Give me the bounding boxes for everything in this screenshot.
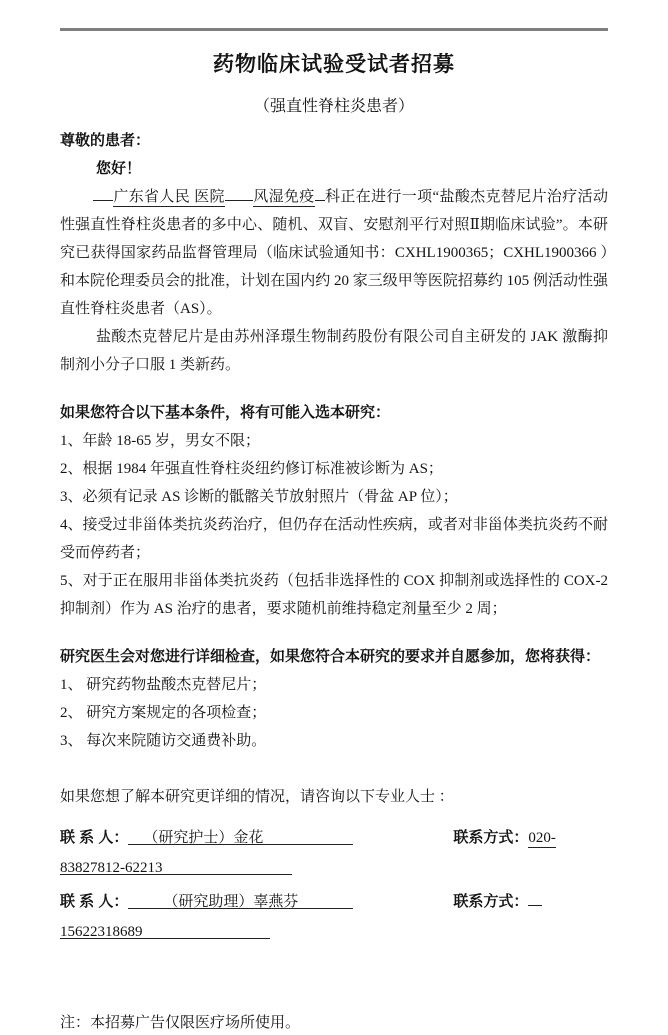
contact-phone-part2: 83827812-62213 (60, 853, 292, 875)
criteria-item: 1、年龄 18-65 岁，男女不限； (60, 433, 260, 449)
benefits-heading: 研究医生会对您进行详细检查，如果您符合本研究的要求并自愿参加，您将获得： (60, 648, 601, 665)
doc-title: 药物临床试验受试者招募 (213, 53, 455, 76)
contact-phone-part2: 15622318689 (60, 917, 270, 939)
intro-text: 科正在进行一项“盐酸杰克替尼片治疗活动性强直性脊柱炎患者的多中心、随机、双盲、安慰剂平行对照Ⅱ期临床试验”。本研究已获得国家药品监督管理局（临床试验通知书：CXHL1900365；CXHL1900366 ）和本院伦理委员会的批准，计划在国内约 20 家三级甲等医院招募约 105 例活动性强直性脊柱炎患者（AS）。 (60, 189, 608, 317)
criteria-item: 2、根据 1984 年强直性脊柱炎纽约修订标准被诊断为 AS； (60, 461, 443, 477)
contact-method-label: 联系方式： (453, 893, 529, 910)
contact-phone-row (60, 917, 608, 947)
contact-phone-part1: 020- (528, 830, 556, 846)
contact-label: 联 系 人： (60, 829, 129, 846)
consult-prompt: 如果您想了解本研究更详细的情况，请咨询以下专业人士 ： (60, 789, 454, 805)
drug-description: 盐酸杰克替尼片是由苏州泽璟生物制药股份有限公司自主研发的 JAK 激酶抑制剂小分子口服 1 类新药。 (60, 329, 608, 373)
criteria-item: 4、接受过非甾体类抗炎药治疗，但仍存在活动性疾病，或者对非甾体类抗炎药不耐受而停药者； (60, 517, 608, 561)
contact-name: （研究护士）金花 (128, 823, 353, 845)
underline-blank (225, 184, 253, 201)
benefit-item: 2、 研究方案规定的各项检查； (60, 705, 267, 721)
contact-phone-row (60, 853, 608, 883)
underline-blank (93, 184, 113, 201)
header-divider-rule (60, 28, 608, 31)
contact-name: （研究助理）辜燕芬 (128, 887, 353, 909)
criteria-item: 3、必须有记录 AS 诊断的骶髂关节放射照片（骨盆 AP 位）； (60, 489, 458, 505)
footer-note: 注：本招募广告仅限医疗场所使用。 (60, 1015, 301, 1031)
criteria-heading: 如果您符合以下基本条件，将有可能入选本研究： (60, 404, 391, 421)
greeting: 您好！ (96, 160, 142, 177)
hospital-name: 广东省人民 医院 (113, 189, 225, 205)
doc-subtitle: （强直性脊柱炎患者） (253, 98, 414, 115)
underline-blank (315, 184, 325, 201)
benefit-item: 1、 研究药物盐酸杰克替尼片； (60, 677, 267, 693)
criteria-item: 5、对于正在服用非甾体类抗炎药（包括非选择性的 COX 抑制剂或选择性的 COX-2 抑制剂）作为 AS 治疗的患者，要求随机前维持稳定剂量至少 2 周； (60, 573, 608, 617)
intro-paragraph (60, 183, 608, 323)
underline-blank (528, 889, 542, 906)
contact-row (60, 887, 608, 917)
department-name: 风湿免疫 (252, 189, 315, 205)
contact-method-label: 联系方式： (453, 829, 529, 846)
contact-label: 联 系 人： (60, 893, 129, 910)
salutation: 尊敬的患者： (60, 132, 151, 149)
benefit-item: 3、 每次来院随访交通费补助。 (60, 733, 267, 749)
contact-row (60, 823, 608, 853)
